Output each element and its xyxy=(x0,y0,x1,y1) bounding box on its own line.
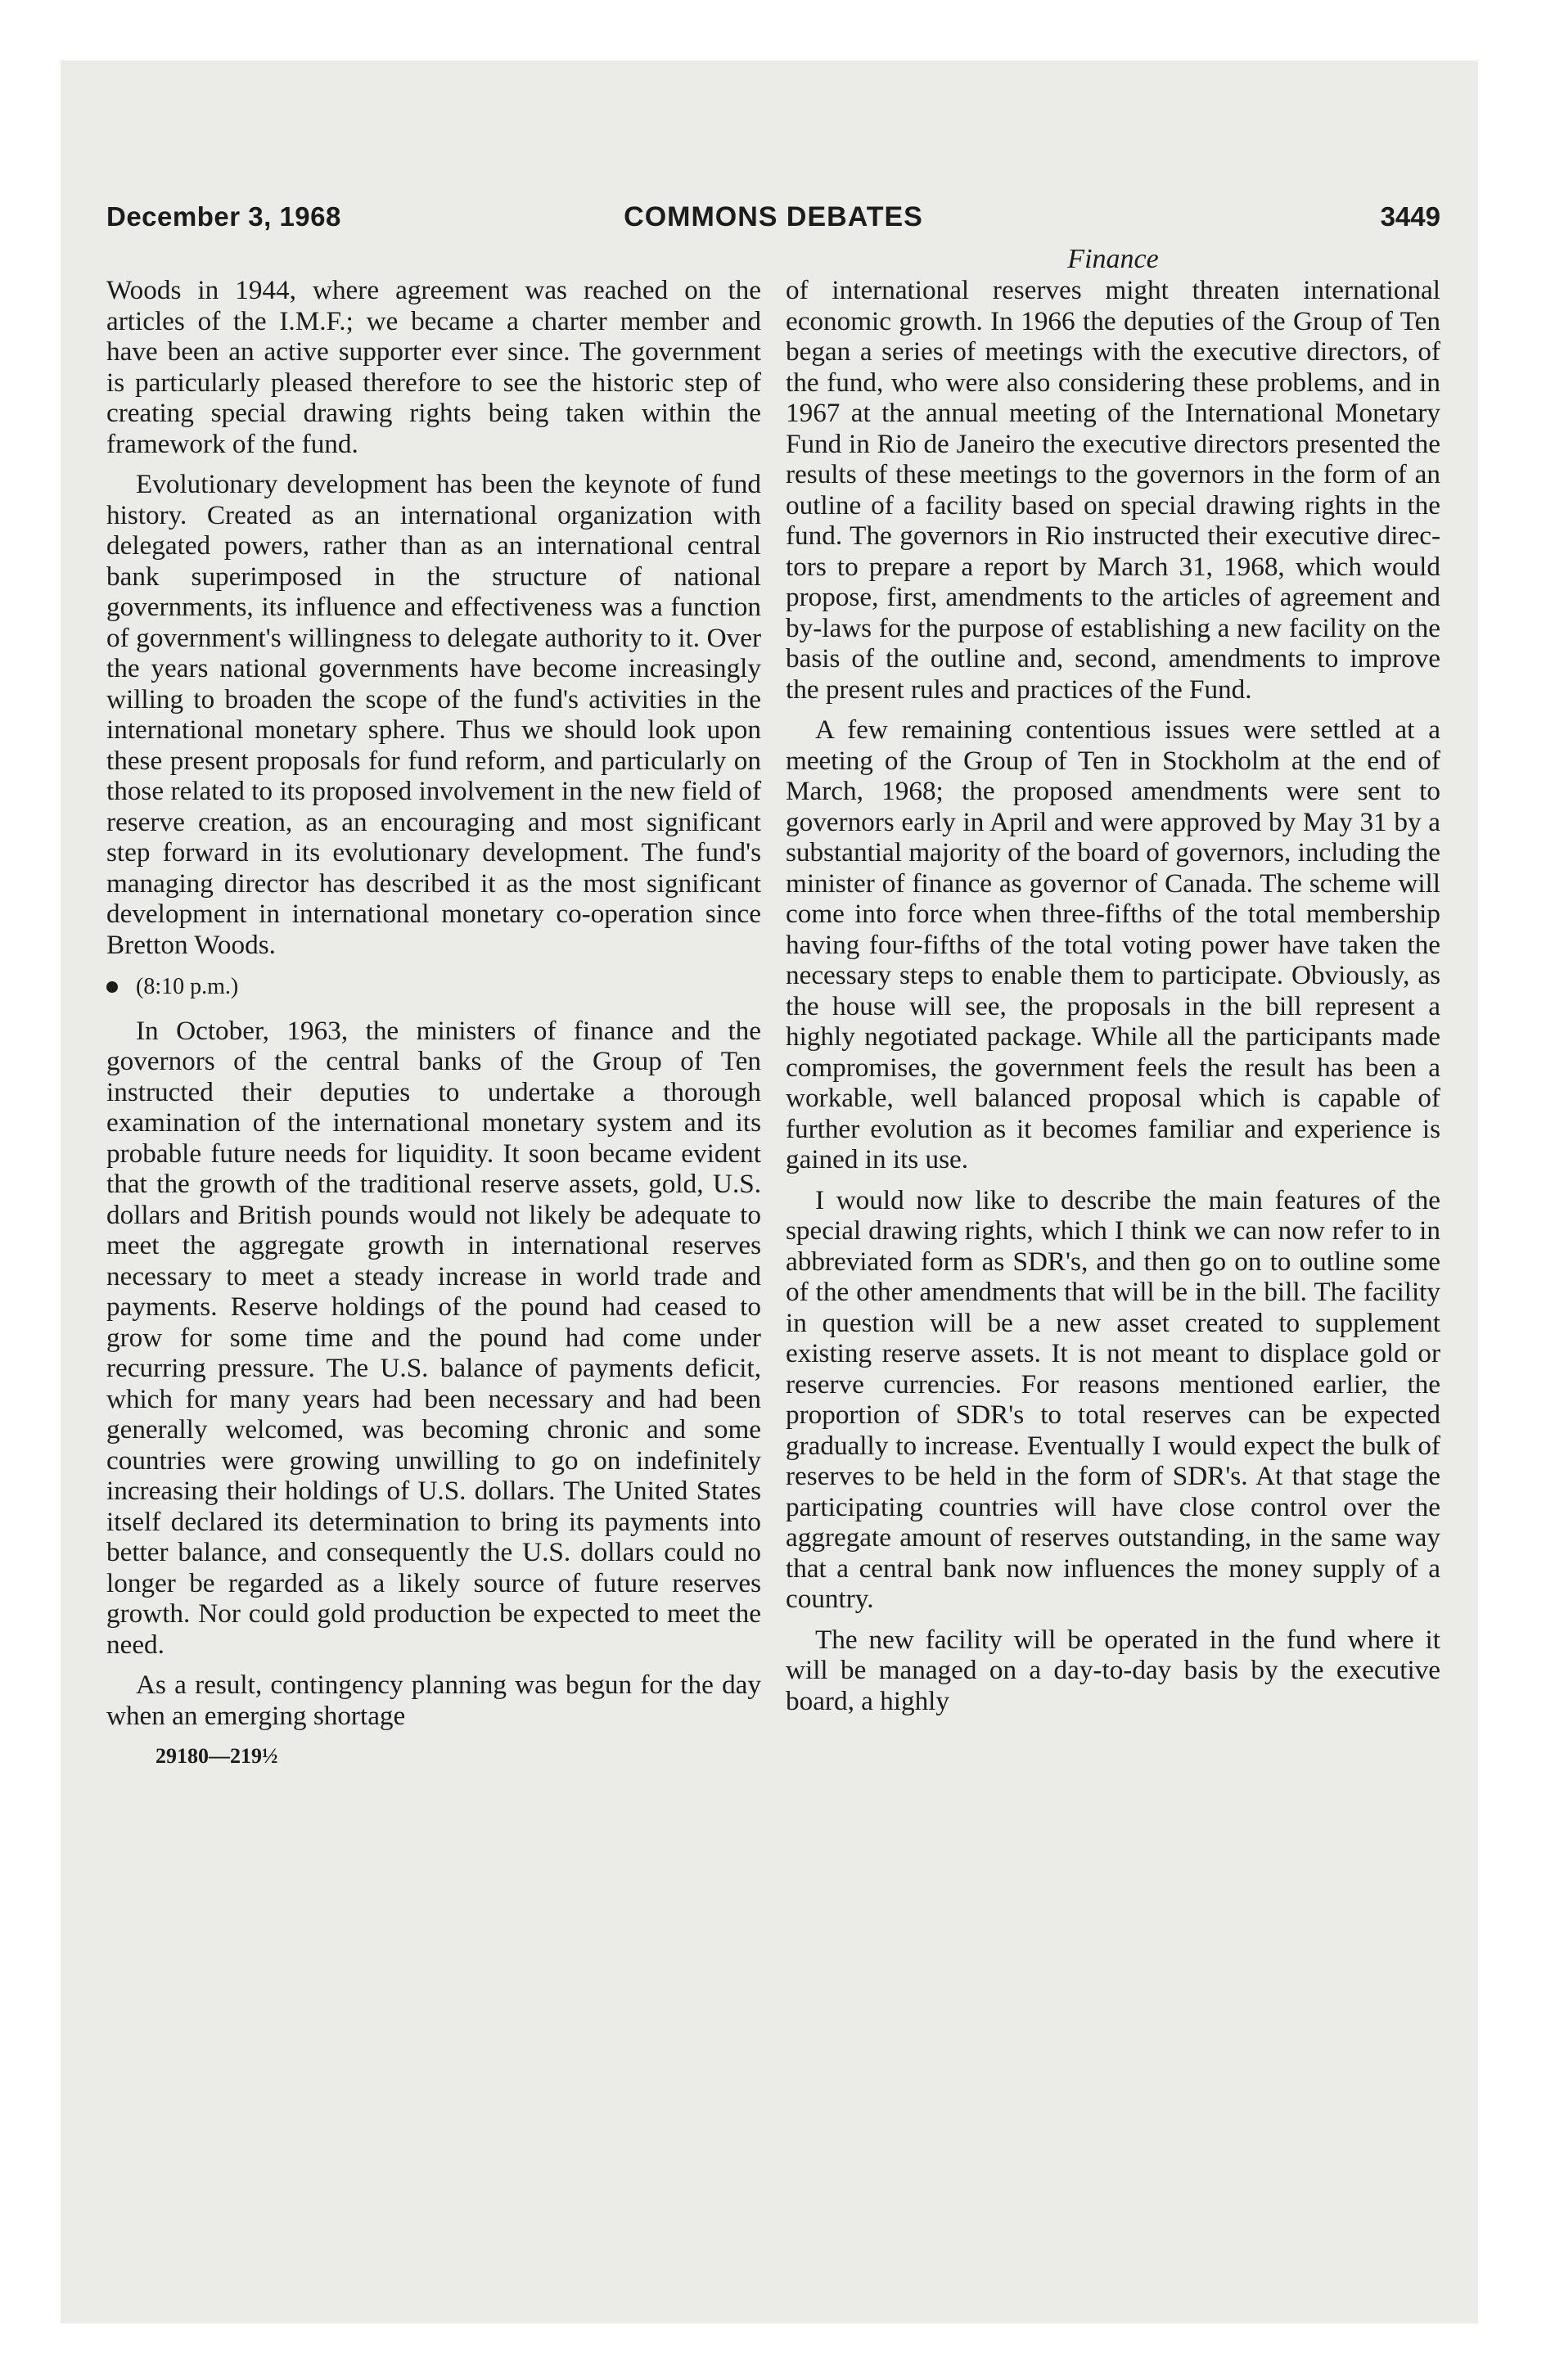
header-publication-title: COMMONS DEBATES xyxy=(624,201,923,232)
header-date: December 3, 1968 xyxy=(106,201,341,232)
right-paragraph-2: A few remaining contentious issues were settled at a meeting of the Group of Ten in Stockholm at the end of March, 1968; the proposed amendments were sent to governors early in April and were approved by May 31 by a substantial majority of the board of governors, including the minister of finance as governor of Canada. The scheme will come into force when three-fifths of the total membership having four-fifths of the total voting power have taken the necessary steps to enable them to participate. Obviously, as the house will see, the proposals in the bill represent a highly negotiated package. While all the participants made compromises, the government feels the result has been a workable, well balanced proposal which is capable of further evolution as it becomes familiar and experience is gained in its use. xyxy=(786,714,1440,1174)
header-page-number: 3449 xyxy=(1380,201,1440,232)
right-paragraph-4: The new facility will be operated in the fund where it will be managed on a day-to-day basis by the executive board, a highly xyxy=(786,1624,1440,1716)
right-column xyxy=(786,275,1440,1726)
bullet-icon xyxy=(106,981,118,993)
printer-code: 29180—219½ xyxy=(156,1744,278,1768)
page-header xyxy=(106,201,1440,242)
left-paragraph-4: As a result, contingency planning was begun for the day when an emerging shortage xyxy=(106,1670,761,1731)
left-paragraph-1: Woods in 1944, where agreement was reached on the articles of the I.M.F.; we became a charter member and have been an active supporter ever since. The government is particularly pleased therefore to see the historic step of creating special drawing rights being taken within the framework of the fund. xyxy=(106,275,761,459)
right-paragraph-3: I would now like to describe the main features of the special drawing rights, which I think we can now refer to in abbreviated form as SDR's, and then go on to outline some of the other amendments that will be in the bill. The facility in question will be a new asset created to supplement existing reserve assets. It is not meant to displace gold or reserve currencies. For reasons mentioned earlier, the proportion of SDR's to total reserves can be expected gradually to increase. Eventually I would expect the bulk of reserves to be held in the form of SDR's. At that stage the participating countries will have close control over the aggregate amount of reserves outstanding, in the same way that a central bank now influences the money supply of a country. xyxy=(786,1184,1440,1614)
timestamp-text: (8:10 p.m.) xyxy=(136,974,239,999)
left-paragraph-2: Evolutionary development has been the keynote of fund history. Created as an international organization with delegated powers, rather than as an international central bank superimposed in the structure of national governments, its influence and effectiveness was a function of government's willingness to delegate authority to it. Over the years national governments have become increasingly willing to broaden the scope of the fund's activities in the international monetary sphere. Thus we should look upon these present proposals for fund reform, and particularly on those related to its proposed involvement in the new field of reserve creation, as an encouraging and most significant step forward in its evolutionary development. The fund's managing director has described it as the most significant development in international monetary co-operation since Bretton Woods. xyxy=(106,469,761,960)
timestamp-marker xyxy=(106,971,761,1003)
left-paragraph-3: In October, 1963, the ministers of finance and the governors of the central banks of the Group of Ten instructed their deputies to undertake a thorough examination of the international monetary system and its probable future needs for liquidity. It soon became evident that the growth of the traditional reserve assets, gold, U.S. dollars and British pounds would not likely be adequate to meet the aggregate growth in international reserves necessary to meet a steady increase in world trade and payments. Reserve holdings of the pound had ceased to grow for some time and the pound had come under recurring pressure. The U.S. balance of payments deficit, which for many years had been necessary and had been generally welcomed, was becoming chronic and some countries were growing unwilling to go on indefinitely increasing their holdings of U.S. dollars. The United States itself declared its determination to bring its payments into better balance, and consequently the U.S. dollars could no longer be regarded as a likely source of future reserves growth. Nor could gold production be expected to meet the need. xyxy=(106,1015,761,1660)
left-column xyxy=(106,275,761,1772)
section-heading: Finance xyxy=(1067,244,1159,274)
right-paragraph-1: of international reserves might threaten international economic growth. In 1966 the deputies of the Group of Ten began a series of meetings with the executive directors, of the fund, who were also considering these problems, and in 1967 at the annual meeting of the International Monetary Fund in Rio de Janeiro the executive directors presented the results of these meetings to the governors in the form of an outline of a facility based on special drawing rights in the fund. The governors in Rio instructed their executive directors to prepare a report by March 31, 1968, which would propose, first, amendments to the articles of agreement and by-laws for the purpose of establishing a new facility on the basis of the outline and, second, amendments to improve the present rules and practices of the Fund. xyxy=(786,275,1440,705)
